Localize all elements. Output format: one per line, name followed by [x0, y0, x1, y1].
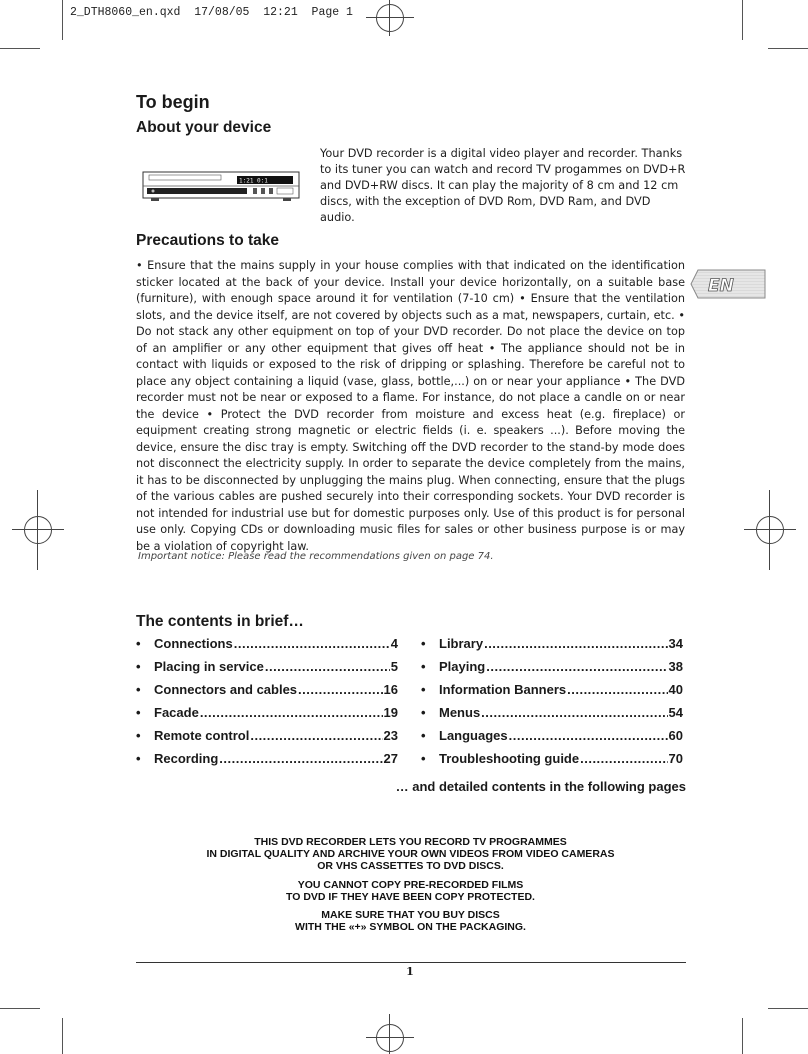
warning-block-3: MAKE SURE THAT YOU BUY DISCS WITH THE «+» SYMBOL ON THE PACKAGING. — [295, 909, 526, 933]
section-heading-precautions: Precautions to take — [136, 232, 279, 249]
precautions-text: • Ensure that the mains supply in your house complies with that indicated on the identification sticker located at the back of your device. Install your device horizontally, on a suitable base (furniture), with enough space around it for ventilation (7-10 cm) • Ensure that the ventilation slots, and the device itself, are not covered by objects such as a mat, newspapers, curtain, etc. • Do not stack any other equipment on top of your DVD recorder. Do not place the device on top of an amplifier or any other equipment that gives off heat • The appliance should not be in contact with liquids or exposed to the risk of dripping or splashing. Therefore be careful not to place any object containing a liquid (vase, glass, bottle,...) on or near your appliance • The DVD recorder must not be near or exposed to a flame. For instance, do not place a candle on or near the device • Protect the DVD recorder from moisture and excess heat (e.g. fireplace) or equipment creating strong magnetic or electric fields (i. e. speakers ...). Before moving the device, ensure the disc tray is empty. Switching off the DVD recorder to the stand-by mode does not disconnect the electricity supply. In order to separate the device completely from the mains, it has to be disconnected by unplugging the mains plug. When connecting, ensure that the plugs of the various cables are pushed securely into their corresponding sockets. Your DVD recorder is not intended for industrial use but for domestic purposes only. Use of this product is for personal use only. Copying CDs or downloading music files for sales or other business purpose is or may be a violation of copyright law. — [136, 259, 685, 553]
warning-block-2: YOU CANNOT COPY PRE-RECORDED FILMS TO DVD IF THEY HAVE BEEN COPY PROTECTED. — [286, 879, 535, 903]
print-slug: 2_DTH8060_en.qxd 17/08/05 12:21 Page 1 — [70, 6, 353, 19]
toc-left-column — [136, 636, 398, 774]
toc-item[interactable]: • Recording ..... 27 — [136, 751, 398, 774]
warning-block-1: THIS DVD RECORDER LETS YOU RECORD TV PROGRAMMES IN DIGITAL QUALITY AND ARCHIVE YOUR OWN VIDEOS FROM VIDEO CAMERAS OR VHS CASSETTES TO DVD DISCS. — [206, 836, 615, 872]
toc-item[interactable]: • Troubleshooting guide ..... 70 — [421, 751, 683, 774]
toc-item[interactable]: • Placing in service ..... 5 — [136, 659, 398, 682]
language-tab — [690, 269, 766, 299]
toc-item[interactable]: • Playing ..... 38 — [421, 659, 683, 682]
toc-item[interactable]: • Facade ..... 19 — [136, 705, 398, 728]
page-number: 1 — [406, 965, 414, 978]
footer-rule — [136, 962, 686, 963]
toc-item[interactable]: • Library ..... 34 — [421, 636, 683, 659]
toc-item[interactable]: • Connectors and cables ..... 16 — [136, 682, 398, 705]
dvd-recorder-illustration — [141, 168, 301, 206]
page-title: To begin — [136, 92, 210, 112]
toc-item[interactable]: • Information Banners ..... 40 — [421, 682, 683, 705]
section-heading-about: About your device — [136, 119, 272, 136]
important-notice: Important notice: Please read the recommendations given on page 74. — [138, 551, 494, 562]
toc-right-column — [421, 636, 683, 774]
svg-text:1:21 0:1: 1:21 0:1 — [239, 177, 268, 185]
toc-item[interactable]: • Connections ..... 4 — [136, 636, 398, 659]
toc-item[interactable]: • Languages ..... 60 — [421, 728, 683, 751]
toc-item[interactable]: • Menus ..... 54 — [421, 705, 683, 728]
svg-text:EN: EN — [708, 276, 734, 296]
about-device-text: Your DVD recorder is a digital video player and recorder. Thanks to its tuner you can watch and record TV progammes on DVD+R and DVD+RW discs. It can play the majority of 8 cm and 12 cm discs, with the exception of DVD Rom, DVD Ram, and DVD audio. — [320, 147, 686, 225]
detailed-contents-note: … and detailed contents in the following pages — [395, 779, 686, 794]
toc-item[interactable]: • Remote control ..... 23 — [136, 728, 398, 751]
section-heading-contents: The contents in brief… — [136, 613, 304, 630]
